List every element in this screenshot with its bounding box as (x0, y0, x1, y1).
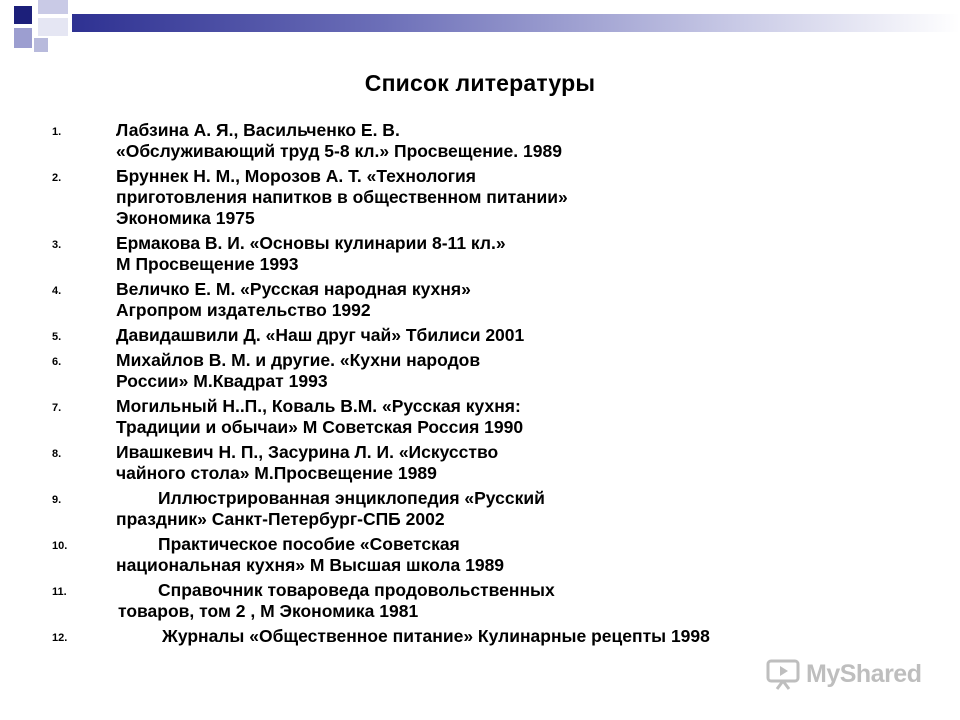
item-text: праздник» Санкт-Петербург-СПБ 2002 (116, 509, 445, 529)
list-item (0, 488, 960, 530)
header-gradient-bar (72, 14, 960, 32)
item-number: 6. (52, 356, 62, 368)
list-item (0, 534, 960, 576)
item-text: Михайлов В. М. и другие. «Кухни народов (116, 350, 481, 370)
list-item (0, 396, 960, 438)
item-text: Экономика 1975 (116, 208, 255, 228)
header-decoration (0, 0, 960, 48)
item-number: 11. (52, 586, 67, 598)
decor-square (38, 0, 68, 14)
reference-list (0, 120, 960, 651)
item-number: 1. (52, 126, 62, 138)
list-item (0, 580, 960, 622)
list-item (0, 350, 960, 392)
item-number: 7. (52, 402, 62, 414)
item-number: 5. (52, 331, 62, 343)
item-text: Лабзина А. Я., Васильченко Е. В. (116, 120, 400, 140)
item-number: 8. (52, 448, 62, 460)
item-text: «Обслуживающий труд 5-8 кл.» Просвещение. 1989 (116, 141, 562, 161)
item-text: Могильный Н..П., Коваль В.М. «Русская кухня: (116, 396, 521, 416)
slideshow-icon (766, 657, 800, 691)
item-text: Ермакова В. И. «Основы кулинарии 8-11 кл.» (116, 233, 506, 253)
decor-square (14, 28, 32, 48)
item-number: 2. (52, 172, 62, 184)
item-text: национальная кухня» М Высшая школа 1989 (116, 555, 505, 575)
item-text: Справочник товароведа продовольственных (158, 580, 555, 600)
item-text: товаров, том 2 , М Экономика 1981 (118, 601, 419, 621)
list-item (0, 166, 960, 229)
item-text: Агропром издательство 1992 (116, 300, 371, 320)
item-text: Давидашвили Д. «Наш друг чай» Тбилиси 2001 (116, 325, 525, 345)
item-number: 12. (52, 632, 68, 644)
item-number: 4. (52, 285, 62, 297)
item-text: Величко Е. М. «Русская народная кухня» (116, 279, 471, 299)
list-item (0, 442, 960, 484)
item-text: России» М.Квадрат 1993 (116, 371, 328, 391)
item-text: Традиции и обычаи» М Советская Россия 1990 (116, 417, 524, 437)
item-text: М Просвещение 1993 (116, 254, 299, 274)
item-text: Иллюстрированная энциклопедия «Русский (158, 488, 545, 508)
item-text: Практическое пособие «Советская (158, 534, 460, 554)
item-text: чайного стола» М.Просвещение 1989 (116, 463, 437, 483)
list-item (0, 626, 960, 647)
watermark-text: MyShared (806, 659, 922, 688)
item-text: Бруннек Н. М., Морозов А. Т. «Технология (116, 166, 477, 186)
item-number: 9. (52, 494, 62, 506)
decor-square (14, 6, 32, 24)
list-item (0, 279, 960, 321)
item-text: Ивашкевич Н. П., Засурина Л. И. «Искусство (116, 442, 499, 462)
decor-square (38, 18, 68, 36)
list-item (0, 233, 960, 275)
item-number: 3. (52, 239, 62, 251)
watermark (766, 656, 921, 692)
item-text: приготовления напитков в общественном питании» (116, 187, 568, 207)
list-item (0, 325, 960, 346)
decor-square (34, 38, 48, 52)
item-number: 10. (52, 540, 68, 552)
list-item (0, 120, 960, 162)
page-title: Список литературы (364, 70, 596, 96)
item-text: Журналы «Общественное питание» Кулинарные рецепты 1998 (162, 626, 710, 646)
